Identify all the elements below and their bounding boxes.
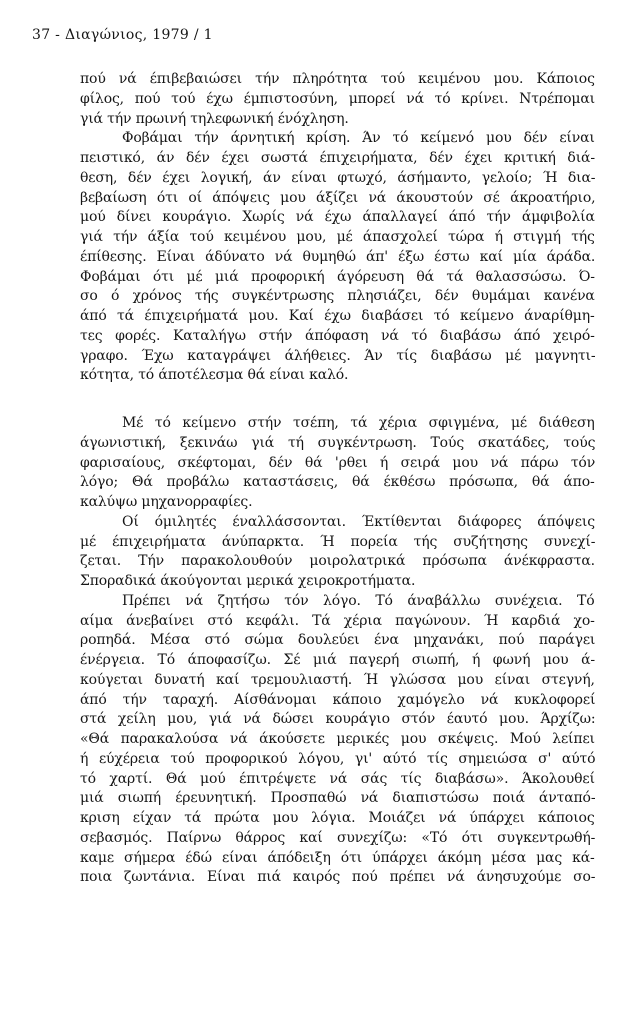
running-header: 37 - Διαγώνιος, 1979 / 1 [32,27,213,43]
text-line: τες φορές. Καταλήγω στήν άπόφαση νά τό διαβάσω άπό χειρό- [80,327,595,344]
text-line: φαρισαίους, σκέφτομαι, δέν θά 'ρθει ή σειρά μου νά πάρω τόν [80,454,595,471]
text-line: άπό τά έπιχειρήματά μου. Καί έχω διαβάσει τό κείμενο άναρίθμη- [80,308,595,324]
text-line: μού δίνει κουράγιο. Χωρίς νά έχω άπαλλαγεί άπό τήν άμφιβολία [80,209,595,226]
text-line: σο ό χρόνος τής συγκέντρωσης πλησιάζει, δέν θυμάμαι κανένα [80,288,595,305]
text-line: φίλος, πού τού έχω έμπιστοσύνη, μπορεί νά τό κρίνει. Ντρέπομαι [80,90,595,107]
text-line: έπίθεσης. Είναι άδύνατο νά θυμηθώ άπ' έξω έστω καί μία άράδα. [80,248,595,265]
text-line: «Θά παρακαλούσα νά άκούσετε μερικές μου σκέψεις. Μού λείπει [80,731,595,747]
text-block-2 [80,414,595,888]
text-block-1 [80,70,595,386]
text-line: Σποραδικά άκούγονται μερικά χειροκροτήματα. [80,573,416,589]
text-line: σεβασμός. Παίρνω θάρρος καί συνεχίζω: «Τό ότι συγκεντρωθή- [80,829,595,846]
text-line: άπό τήν ταραχή. Αίσθάνομαι κάποιο χαμόγελο νά κυκλοφορεί [80,691,595,708]
text-line: στά χείλη μου, γιά νά δώσει κουράγιο στόν έαυτό μου. Άρχίζω: [80,711,595,728]
text-line: βεβαίωση ότι οί άπόψεις μου άξίζει νά άκουστούν σέ άκροατήριο, [80,189,595,206]
text-line: άγωνιστική, ξεκινάω γιά τή συγκέντρωση. Τούς σκατάδες, τούς [80,434,595,451]
text-line: πειστικό, άν δέν έχει σωστά έπιχειρήματα, δέν έχει κριτική διά- [80,150,595,166]
text-line: αίμα άνεβαίνει στό κεφάλι. Τά χέρια παγώνουν. Ή καρδιά χο- [80,612,595,629]
text-line: ποια ζωντάνια. Είναι πιά καιρός πού πρέπει νά άνησυχούμε σο- [80,869,595,886]
text-line: πού νά έπιβεβαιώσει τήν πληρότητα τού κειμένου μου. Κάποιος [80,71,595,87]
text-line: γιά τήν άξία τού κειμένου μου, μέ άπασχολεί τώρα ή στιγμή τής [80,229,595,245]
text-line: θεση, δέν έχει λογική, άν είναι φτωχό, άσήμαντο, γελοίο; Ή δια- [80,169,595,186]
text-line: γιά τήν πρωινή τηλεφωνική ένόχληση. [80,110,349,127]
text-line: Φοβάμαι ότι μέ μιά προφορική άγόρευση θά τά θαλασσώσω. Ό- [80,268,595,285]
text-line: καμε σήμερα έδώ είναι άπόδειξη ότι ύπάρχει άκόμη μέσα μας κά- [80,849,595,866]
text-line: κότητα, τό άποτέλεσμα θά είναι καλό. [80,367,349,384]
text-line: Φοβάμαι τήν άρνητική κρίση. Άν τό κείμενό μου δέν είναι [122,130,595,147]
text-line: κριση είχαν τά πρώτα μου λόγια. Μοιάζει νά ύπάρχει κάποιος [80,810,595,826]
text-line: Μέ τό κείμενο στήν τσέπη, τά χέρια σφιγμένα, μέ διάθεση [122,415,595,431]
text-line: καλύψω μηχανορραφίες. [80,494,253,510]
text-line: λόγο; Θά προβάλω καταστάσεις, θά έκθέσω πρόσωπα, θά άπο- [80,474,595,491]
text-line: ή εύχέρεια τού προφορικού λόγου, γι' αύτό τίς σημειώσα σ' αύτό [80,750,595,767]
text-line: ένέργεια. Τό άποφασίζω. Σέ μιά παγερή σιωπή, ή φωνή μου ά- [80,652,595,668]
text-line: κούγεται δυνατή καί τρεμουλιαστή. Ή γλώσσα μου είναι στεγνή, [80,671,595,688]
text-line: Πρέπει νά ζητήσω τόν λόγο. Τό άναβάλλω συνέχεια. Τό [122,592,595,609]
text-line: μιά σιωπή έρευνητική. Προσπαθώ νά διαπιστώσω ποιά άνταπό- [80,790,595,807]
text-line: ζεται. Τήν παρακολουθούν μοιρολατρικά πρόσωπα άνέκφραστα. [80,553,595,570]
text-line: μέ έπιχειρήματα άνύπαρκτα. Ή πορεία τής συζήτησης συνεχί- [80,533,595,550]
text-line: Οί όμιλητές έναλλάσσονται. Έκτίθενται διάφορες άπόψεις [122,513,595,530]
text-line: τό χαρτί. Θά μού έπιτρέψετε νά σάς τίς διαβάσω». Άκολουθεί [80,770,595,787]
text-line: ροπηδά. Μέσα στό σώμα δουλεύει ένα μηχανάκι, πού παράγει [80,632,595,649]
text-line: γραφο. Έχω καταγράψει άλήθειες. Άν τίς διαβάσω μέ μαγνητι- [80,347,595,364]
